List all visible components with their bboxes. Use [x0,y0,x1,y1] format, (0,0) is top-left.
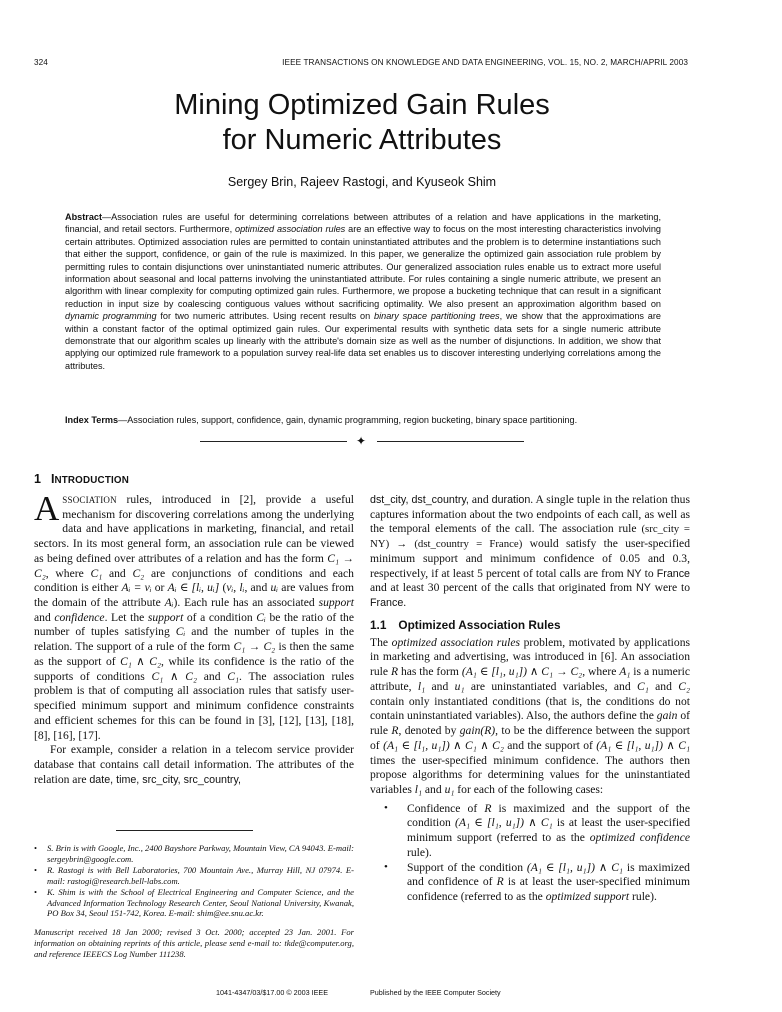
title-line-1: Mining Optimized Gain Rules [174,89,550,121]
abstract-emphasis: optimized association rules [235,224,346,235]
lead-smallcaps: SSOCIATION [62,495,117,505]
subsection-heading [370,618,690,633]
page-footer [0,988,724,1000]
abstract-emphasis: binary space partitioning trees [374,311,500,322]
attribute-list: date, time, src_city, src_country, [89,773,242,786]
bullet-icon: • [384,860,388,873]
paragraph: dst_city, dst_country, and duration. A single tuple in the relation thus captures information about the two endpoints of each call, as well as the temporal elements of the call. The association rule (src_city = NY) → (dst_country = France) would satisfy the user-specified minimum support and minimum confidence of 0.05 and 0.3, respectively, if at least 5 percent of total calls are from NY to France and at least 30 percent of the calls that originated from NY were to France. [370,493,691,610]
page-number: 324 [34,58,48,67]
footnote-text: K. Shim is with the School of Electrical Engineering and Computer Science, and the Advanced Information Technology Research Center, Seoul National University, Kwanak, PO Box 34, Seoul 151-742, Korea. E-mail: shim@ee.snu.ac.kr. [47,886,354,919]
section-divider [200,436,524,448]
publisher-line: Published by the IEEE Computer Society [370,988,501,997]
bullet-icon: • [34,864,38,875]
abstract-text: —Association rules are useful for determining correlations between attributes of a relation and have applications in the marketing, financial, and retail sectors. Furthermore, [65,212,661,235]
example-rule: (src_city = NY) → (dst_country = France) [370,523,690,551]
abstract-label: Abstract [65,212,103,222]
bullet-icon: • [34,886,38,897]
subsection-title: Optimized Association Rules [398,617,561,632]
footnote-text: S. Brin is with Google, Inc., 2400 Bayshore Parkway, Mountain View, CA 94043. E-mail: sergeybrin@google.com. [47,843,354,864]
issn-copyright: 1041-4347/03/$17.00 © 2003 IEEE [216,988,328,997]
cases-list [370,802,690,905]
abstract-emphasis: dynamic programming [65,311,157,322]
index-terms-text: —Association rules, support, confidence, gain, dynamic programming, region bucketing, binary space partitioning. [118,415,578,425]
section-number: 1 [34,472,41,486]
list-item: • Support of the condition (A₁ ∈ [l₁, u₁]) ∧ C₁ is maximized and confidence of R is at least the user-specified minimum confidence (referred to as the optimized support rule). [384,860,690,903]
paragraph: For example, consider a relation in a telecom service provider database that contains call detail information. The attributes of the relation are date, time, src_city, src_country, [34,743,354,786]
footnotes [34,843,354,960]
section-heading-introduction [34,472,129,486]
divider-line [200,441,347,442]
manuscript-note: Manuscript received 18 Jan 2000; revised 3 Oct. 2000; accepted 23 Jan. 2001. For information on obtaining reprints of this article, please send e-mail to: tkde@computer.org, and reference IEEECS Log Number 111238. [34,927,354,960]
abstract-text: are an effective way to focus on the most interesting characteristics involving certain attributes. Optimized association rules are permitted to contain uninstantiated attributes and the problem is to determine instantiations such that either the support, confidence, or gain of the rule is maximized. In this paper, we generalize the optimized gain association rule problem by permitting rules to contain disjunctions over uninstantiated numeric attributes. Our generalized association rules enable us to extract more useful information about seasonal and local patterns involving the uninstantiated attribute. For rules containing a single numeric attribute, we present an algorithm with linear complexity for computing optimized gain rules. Furthermore, we propose a bucketing technique that can result in a significant reduction in input size by coalescing contiguous values without sacrificing optimality. We also present an approximation algorithm based on [65,224,661,309]
journal-name: IEEE TRANSACTIONS ON KNOWLEDGE AND DATA ENGINEERING, VOL. 15, NO. 2, MARCH/APRIL 2003 [282,58,688,67]
paper-authors: Sergey Brin, Rajeev Rastogi, and Kyuseok Shim [227,175,497,189]
divider-ornament-icon: ✦ [356,434,367,448]
right-column [370,493,690,905]
abstract-text: , we show that the approximations are within a constant factor of the optimal optimized gain rules. Our experimental results with synthetic data sets for a single numeric attribute demonstrate that our algorithm scales up linearly with the attribute's domain size as well as the number of disjunctions. In addition, we show that applying our optimized rule framework to a population survey real-life data set enables us to discover interesting underlying correlations among the attributes. [65,311,661,371]
section-title-rest: NTRODUCTION [54,475,130,486]
divider-line [377,441,524,442]
attribute-list: dst_city, dst_country, [370,494,469,506]
bullet-icon: • [384,801,388,814]
paragraph: The optimized association rules problem, motivated by applications in marketing and advertising, was introduced in [6]. An association rule R has the form (A₁ ∈ [l₁, u₁]) ∧ C₁ → C₂, where A₁ is a numeric attribute, l₁ and u₁ are uninstantiated variables, and C₁ and C₂ contain only instantiated conditions (that is, the conditions do not contain uninstantiated variables). Also, the authors define the gain of rule R, denoted by gain(R), to be the difference between the support of (A₁ ∈ [l₁, u₁]) ∧ C₁ ∧ C₂ and the support of (A₁ ∈ [l₁, u₁]) ∧ C₁ times the user-specified minimum confidence. The authors then propose algorithms for determining values for the uninstantiated variables l₁ and u₁ for each of the following cases: [370,635,691,796]
section-title-first-letter: I [50,472,55,486]
title-line-2: for Numeric Attributes [222,124,502,156]
index-terms-label: Index Terms [65,415,119,425]
left-column [34,489,355,787]
footnote-rule [116,830,253,831]
paper-title [0,88,724,158]
footnote-item [34,887,354,920]
drop-cap: A [34,489,60,528]
footnote-item [34,865,354,887]
abstract [65,211,661,372]
abstract-text: for two numeric attributes. Using recent results on [156,311,375,322]
bullet-icon: • [34,843,38,853]
footnote-item [34,843,354,865]
index-terms [65,414,661,426]
footnote-text: R. Rastogi is with Bell Laboratories, 700 Mountain Ave., Murray Hill, NJ 07974. E-mail: rastogi@research.bell-labs.com. [47,864,354,886]
paragraph: ASSOCIATION rules, introduced in [2], provide a useful mechanism for discovering correlations among the underlying data and have applications in marketing, financial, and retail sectors. In its most general form, an association rule can be viewed as being defined over attributes of a relation and has the form C₁ → C₂, where C₁ and C₂ are conjunctions of conditions and each condition is either Aᵢ = vᵢ or Aᵢ ∈ [lᵢ, uᵢ] (vᵢ, lᵢ, and uᵢ are values from the domain of the attribute Aᵢ). Each rule has an associated support and confidence. Let the support of a condition Cᵢ be the ratio of the number of tuples satisfying Cᵢ and the number of tuples in the relation. The support of a rule of the form C₁ → C₂ is then the same as the support of C₁ ∧ C₂, while its confidence is the ratio of the supports of conditions C₁ ∧ C₂ and C₁. The association rules problem is that of computing all association rules that satisfy user-specified minimum support and minimum confidence constraints and efficient schemes for this can be found in [3], [12], [13], [18], [8], [16], [17]. [34,489,355,742]
list-item: • Confidence of R is maximized and the support of the condition (A₁ ∈ [l₁, u₁]) ∧ C₁ is at least the user-specified minimum support (referred to as the optimized confidence rule). [384,801,690,859]
subsection-number: 1.1 [370,617,387,632]
running-header [34,58,688,72]
